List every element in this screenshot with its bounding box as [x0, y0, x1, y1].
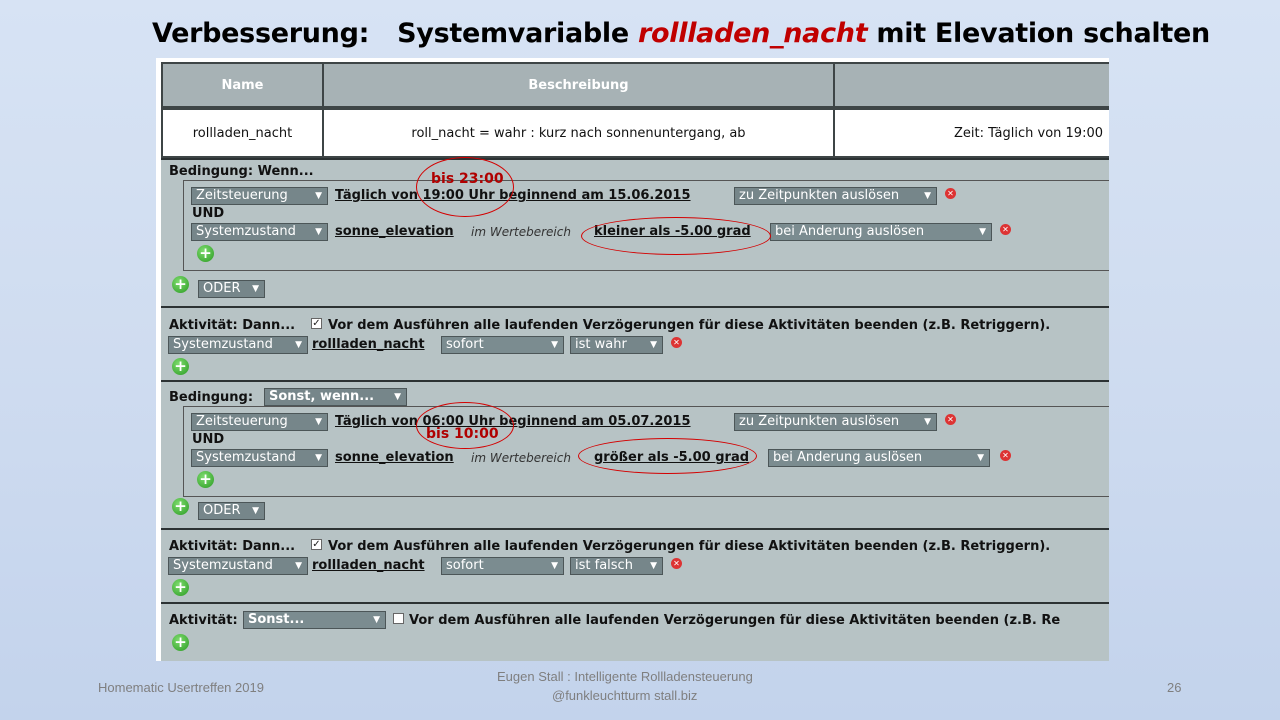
delete-icon[interactable]: ✕ — [671, 337, 682, 348]
or-dropdown[interactable]: ODER ▼ — [198, 280, 265, 298]
chevron-down-icon: ▼ — [650, 340, 657, 350]
retrigger-text: Vor dem Ausführen alle laufenden Verzögerungen für diese Aktivitäten beenden (z.B. Re — [409, 613, 1061, 628]
else-if-dropdown[interactable]: Sonst, wenn... ▼ — [264, 388, 407, 406]
chevron-down-icon: ▼ — [373, 615, 380, 625]
checkbox-icon[interactable]: ✓ — [312, 539, 321, 550]
change-trigger-dropdown[interactable]: bei Änderung auslösen ▼ — [770, 223, 992, 241]
title-main: Systemvariable — [397, 18, 629, 49]
value-dropdown[interactable]: ist wahr ▼ — [570, 336, 663, 354]
change-trigger-dropdown[interactable]: bei Änderung auslösen ▼ — [768, 449, 990, 467]
delete-icon[interactable]: ✕ — [945, 188, 956, 199]
timing-dropdown[interactable]: sofort ▼ — [441, 336, 564, 354]
annotation-note: bis 23:00 — [431, 171, 504, 187]
system-state-dropdown[interactable]: Systemzustand ▼ — [191, 449, 328, 467]
activity-section-3 — [161, 602, 1109, 661]
chevron-down-icon: ▼ — [979, 227, 986, 237]
column-header-description: Beschreibung — [322, 62, 835, 108]
add-icon[interactable]: + — [172, 579, 189, 596]
time-control-dropdown[interactable]: Zeitsteuerung ▼ — [191, 187, 328, 205]
column-header-name: Name — [161, 62, 324, 108]
add-icon[interactable]: + — [172, 498, 189, 515]
program-editor-screenshot — [156, 58, 1109, 661]
value-dropdown[interactable]: ist falsch ▼ — [570, 557, 663, 575]
slide-title — [152, 18, 1210, 49]
footer-site: @funkleuchtturm stall.biz — [552, 688, 698, 703]
delete-icon[interactable]: ✕ — [671, 558, 682, 569]
variable-link[interactable]: rollladen_nacht — [312, 337, 425, 352]
footer-author: Eugen Stall : Intelligente Rollladensteuerung — [497, 669, 753, 684]
annotation-ellipse — [578, 438, 757, 474]
delete-icon[interactable]: ✕ — [1000, 450, 1011, 461]
system-state-dropdown[interactable]: Systemzustand ▼ — [191, 223, 328, 241]
column-header-condition — [833, 62, 1109, 108]
retrigger-text: Vor dem Ausführen alle laufenden Verzögerungen für diese Aktivitäten beenden (z.B. Retriggern). — [328, 539, 1051, 554]
chevron-down-icon: ▼ — [315, 227, 322, 237]
chevron-down-icon: ▼ — [315, 191, 322, 201]
timing-dropdown[interactable]: sofort ▼ — [441, 557, 564, 575]
chevron-down-icon: ▼ — [924, 191, 931, 201]
time-control-dropdown[interactable]: Zeitsteuerung ▼ — [191, 413, 328, 431]
schedule-link[interactable]: Täglich von 06:00 Uhr beginnend am 05.07.2015 — [335, 414, 691, 429]
chevron-down-icon: ▼ — [252, 284, 259, 294]
system-state-dropdown[interactable]: Systemzustand ▼ — [168, 336, 308, 354]
title-suffix: mit Elevation schalten — [876, 18, 1210, 49]
chevron-down-icon: ▼ — [394, 392, 401, 402]
cell-description: roll_nacht = wahr : kurz nach sonnenuntergang, ab — [322, 108, 835, 158]
page-number: 26 — [1167, 680, 1182, 695]
system-state-dropdown[interactable]: Systemzustand ▼ — [168, 557, 308, 575]
title-prefix: Verbesserung: — [152, 18, 370, 49]
condition-label: Bedingung: Wenn... — [169, 164, 314, 179]
checkbox-icon[interactable]: ✓ — [312, 318, 321, 329]
checkbox-icon[interactable] — [393, 613, 404, 624]
annotation-ellipse — [581, 217, 771, 255]
chevron-down-icon: ▼ — [650, 561, 657, 571]
chevron-down-icon: ▼ — [295, 561, 302, 571]
and-label: UND — [192, 206, 225, 221]
chevron-down-icon: ▼ — [252, 506, 259, 516]
activity-section-1 — [161, 306, 1109, 380]
add-icon[interactable]: + — [197, 471, 214, 488]
range-label: im Wertebereich — [471, 451, 571, 465]
chevron-down-icon: ▼ — [315, 453, 322, 463]
retrigger-text: Vor dem Ausführen alle laufenden Verzögerungen für diese Aktivitäten beenden (z.B. Retriggern). — [328, 318, 1051, 333]
delete-icon[interactable]: ✕ — [945, 414, 956, 425]
variable-link[interactable]: sonne_elevation — [335, 450, 454, 465]
activity-label: Aktivität: Dann... — [169, 539, 296, 554]
activity-label: Aktivität: Dann... — [169, 318, 296, 333]
activity-label: Aktivität: — [169, 613, 238, 628]
annotation-circle — [416, 157, 514, 217]
else-dropdown[interactable]: Sonst... ▼ — [243, 611, 386, 629]
add-icon[interactable]: + — [197, 245, 214, 262]
footer-event: Homematic Usertreffen 2019 — [98, 680, 264, 695]
condition-label: Bedingung: — [169, 390, 254, 405]
activity-section-2 — [161, 528, 1109, 602]
time-trigger-dropdown[interactable]: zu Zeitpunkten auslösen ▼ — [734, 187, 937, 205]
chevron-down-icon: ▼ — [295, 340, 302, 350]
title-variable: rollladen_nacht — [638, 18, 868, 49]
chevron-down-icon: ▼ — [551, 561, 558, 571]
add-icon[interactable]: + — [172, 276, 189, 293]
schedule-link[interactable]: Täglich von 19:00 Uhr beginnend am 15.06.2015 — [335, 188, 691, 203]
time-trigger-dropdown[interactable]: zu Zeitpunkten auslösen ▼ — [734, 413, 937, 431]
range-label: im Wertebereich — [471, 225, 571, 239]
range-value-link[interactable]: kleiner als -5.00 grad — [594, 224, 751, 239]
range-value-link[interactable]: größer als -5.00 grad — [594, 450, 750, 465]
variable-link[interactable]: sonne_elevation — [335, 224, 454, 239]
chevron-down-icon: ▼ — [924, 417, 931, 427]
chevron-down-icon: ▼ — [977, 453, 984, 463]
delete-icon[interactable]: ✕ — [1000, 224, 1011, 235]
cell-condition: Zeit: Täglich von 19:00 — [833, 108, 1109, 158]
chevron-down-icon: ▼ — [315, 417, 322, 427]
cell-name: rollladen_nacht — [161, 108, 324, 158]
program-editor — [161, 62, 1109, 661]
and-label: UND — [192, 432, 225, 447]
chevron-down-icon: ▼ — [551, 340, 558, 350]
add-icon[interactable]: + — [172, 634, 189, 651]
annotation-note: bis 10:00 — [426, 426, 499, 442]
variable-link[interactable]: rollladen_nacht — [312, 558, 425, 573]
add-icon[interactable]: + — [172, 358, 189, 375]
or-dropdown[interactable]: ODER ▼ — [198, 502, 265, 520]
